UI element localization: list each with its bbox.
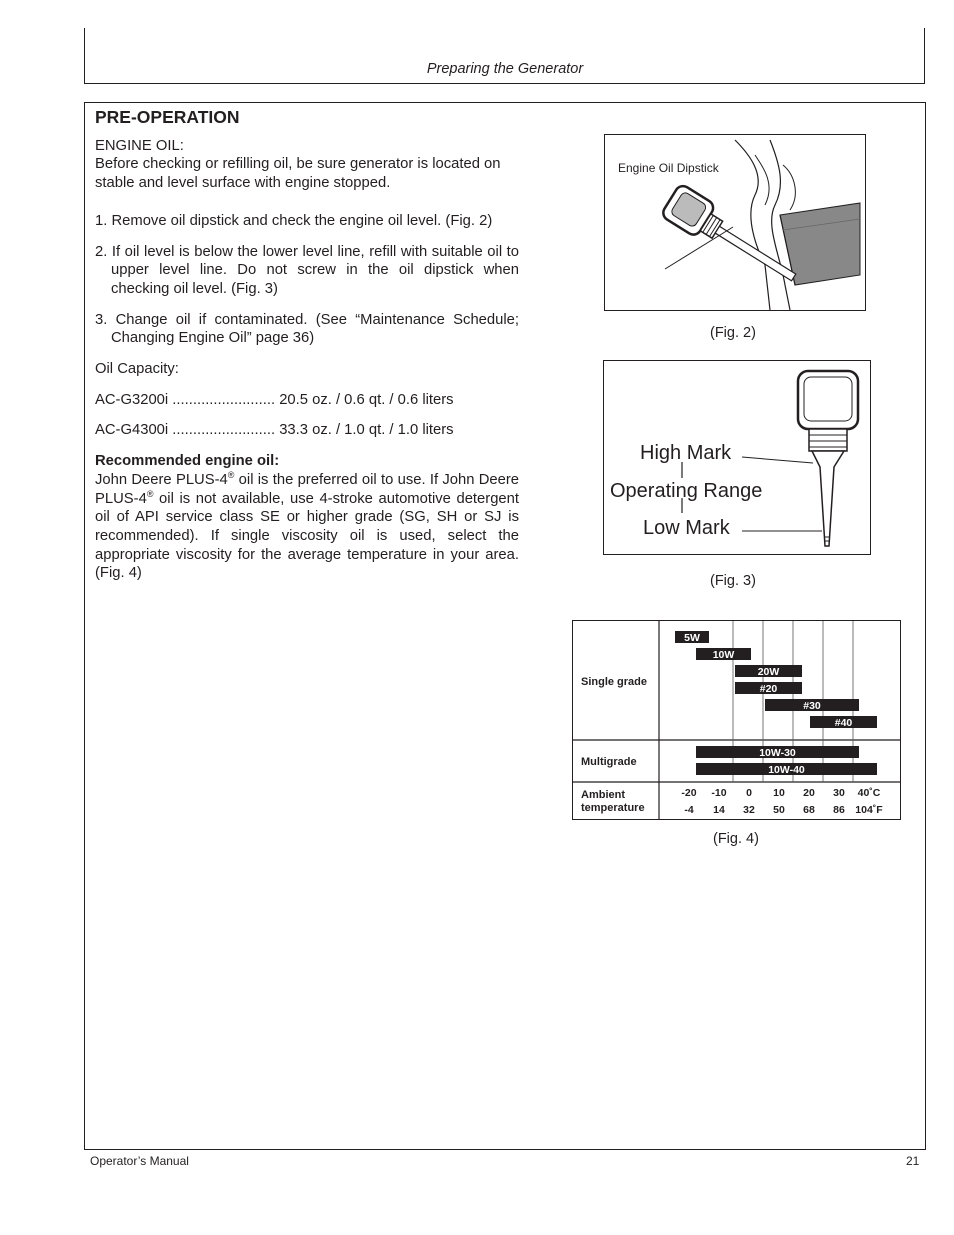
celsius-tick: 0 bbox=[746, 787, 752, 799]
section-heading: PRE-OPERATION bbox=[95, 107, 240, 127]
recommended-heading: Recommended engine oil: bbox=[95, 453, 280, 470]
celsius-tick: -20 bbox=[681, 787, 697, 799]
ambient-label-line2: temperature bbox=[581, 802, 645, 814]
fig4-chart bbox=[572, 620, 901, 820]
engine-oil-label: ENGINE OIL: bbox=[95, 137, 184, 154]
fahrenheit-tick: 86 bbox=[833, 804, 845, 816]
viscosity-chart bbox=[573, 621, 900, 819]
fig2-image bbox=[604, 134, 866, 311]
fahrenheit-tick: -4 bbox=[684, 804, 694, 816]
operating-range-label: Operating Range bbox=[610, 480, 763, 502]
dipstick-label: Engine Oil Dipstick bbox=[618, 161, 719, 175]
fahrenheit-tick: 50 bbox=[773, 804, 785, 816]
celsius-tick: -10 bbox=[711, 787, 727, 799]
registered-mark: ® bbox=[146, 488, 154, 499]
fahrenheit-tick: 32 bbox=[743, 804, 755, 816]
fig3-caption: (Fig. 3) bbox=[710, 573, 756, 589]
single-grade-label: 10W bbox=[712, 649, 735, 661]
single-grade-label: Single grade bbox=[581, 676, 648, 688]
step-2: 2. If oil level is below the lower level line, refill with suitable oil to upper level line. Do not screw in the oil dipstick when checking oil level. (Fig. 3) bbox=[95, 243, 519, 297]
multigrade-label: Multigrade bbox=[581, 756, 637, 768]
step-3: 3. Change oil if contaminated. (See “Maintenance Schedule; Changing Engine Oil” page 36) bbox=[95, 311, 519, 347]
fig2-caption: (Fig. 2) bbox=[710, 325, 756, 341]
multigrade-label: 10W-40 bbox=[768, 764, 805, 776]
capacity-row: AC-G3200i ......................... 20.5 oz. / 0.6 qt. / 0.6 liters bbox=[95, 391, 454, 408]
fig4-caption: (Fig. 4) bbox=[713, 831, 759, 847]
single-grade-label: #30 bbox=[803, 700, 821, 712]
single-grade-label: #20 bbox=[759, 683, 778, 695]
text-run: John Deere PLUS-4 bbox=[95, 471, 228, 488]
multigrade-label: 10W-30 bbox=[759, 747, 796, 759]
celsius-tick: 10 bbox=[773, 787, 785, 799]
text-run: oil is the preferred oil to use. If John Deere PLUS-4 bbox=[95, 471, 520, 507]
engine-dipstick-illustration bbox=[605, 135, 865, 310]
fahrenheit-tick: 68 bbox=[803, 804, 815, 816]
celsius-tick: 40˚C bbox=[857, 787, 881, 799]
recommended-paragraph bbox=[95, 471, 519, 583]
pre-operation-section bbox=[95, 108, 519, 583]
text-run: oil is not available, use 4-stroke automotive detergent oil of API service class SE or higher grade (SG, SH or SJ is recommended). If single viscosity oil is used, select the appropriate viscosity for the average temperature in your area. (Fig. 4) bbox=[95, 490, 519, 582]
single-grade-label: #40 bbox=[834, 717, 853, 729]
celsius-tick: 20 bbox=[803, 787, 815, 799]
page-number: 21 bbox=[906, 1154, 920, 1168]
low-mark-label: Low Mark bbox=[643, 517, 730, 539]
capacity-row: AC-G4300i ......................... 33.3 oz. / 1.0 qt. / 1.0 liters bbox=[95, 422, 454, 439]
running-header: Preparing the Generator bbox=[426, 61, 584, 77]
step-1: 1. Remove oil dipstick and check the engine oil level. (Fig. 2) bbox=[95, 212, 493, 229]
footer-manual: Operator’s Manual bbox=[90, 1154, 189, 1168]
single-grade-label: 5W bbox=[684, 632, 700, 644]
fahrenheit-tick: 14 bbox=[713, 804, 725, 816]
fahrenheit-tick: 104˚F bbox=[855, 804, 883, 816]
capacity-label: Oil Capacity: bbox=[95, 361, 179, 378]
dipstick-marks-illustration bbox=[604, 361, 870, 554]
registered-mark: ® bbox=[227, 469, 235, 480]
single-grade-label: 20W bbox=[757, 666, 780, 678]
fig3-image bbox=[603, 360, 871, 555]
high-mark-label: High Mark bbox=[640, 442, 732, 464]
celsius-tick: 30 bbox=[833, 787, 845, 799]
intro-paragraph: Before checking or refilling oil, be sure generator is located on stable and level surface with engine stopped. bbox=[95, 156, 501, 192]
ambient-label-line1: Ambient bbox=[581, 789, 625, 801]
